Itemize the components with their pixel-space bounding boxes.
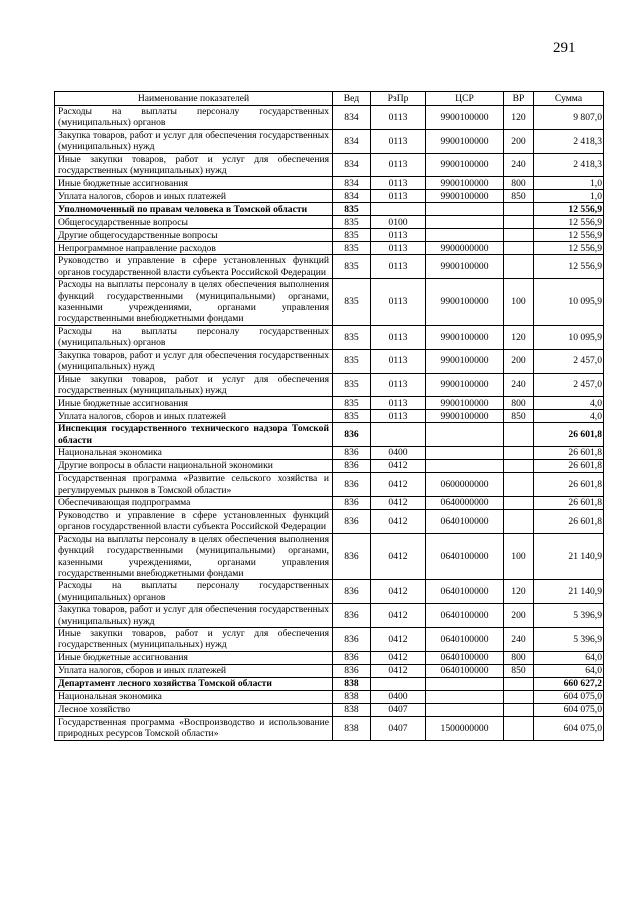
cell-ved: 836 [333,580,371,604]
cell-rzpr: 0113 [371,349,426,373]
table-row [55,349,604,373]
cell-name: Закупка товаров, работ и услуг для обеспечения государственных (муниципальных) нужд [55,349,333,373]
cell-name: Уплата налогов, сборов и иных платежей [55,190,333,203]
cell-name: Расходы на выплаты персоналу в целях обеспечения выполнения функций государственными (муниципальными) органами, казенными учреждениями, органами управления государственными внебюджетными фондами [55,533,333,580]
cell-sum: 1,0 [534,190,604,203]
header-csr: ЦСР [426,92,504,106]
cell-rzpr: 0400 [371,447,426,460]
cell-rzpr: 0113 [371,325,426,349]
cell-rzpr: 0100 [371,216,426,229]
cell-vr: 200 [504,349,534,373]
header-rzpr: РзПр [371,92,426,106]
cell-sum: 2 457,0 [534,349,604,373]
table-row [55,190,604,203]
cell-vr [504,216,534,229]
cell-ved: 838 [333,703,371,716]
cell-csr: 0640100000 [426,509,504,533]
cell-rzpr: 0412 [371,604,426,628]
cell-csr: 9900100000 [426,373,504,397]
cell-vr: 240 [504,373,534,397]
cell-ved: 838 [333,716,371,740]
table-row [55,397,604,410]
cell-vr: 800 [504,651,534,664]
cell-name: Непрограммное направление расходов [55,242,333,255]
cell-csr: 0640100000 [426,651,504,664]
cell-sum: 10 095,9 [534,279,604,326]
cell-name: Государственная программа «Развитие сельского хозяйства и регулируемых рынков в Томской области» [55,473,333,497]
cell-sum: 10 095,9 [534,325,604,349]
cell-name: Национальная экономика [55,690,333,703]
cell-sum: 21 140,9 [534,580,604,604]
table-row [55,325,604,349]
cell-name: Закупка товаров, работ и услуг для обеспечения государственных (муниципальных) нужд [55,129,333,153]
cell-vr [504,447,534,460]
page-number: 291 [553,40,576,56]
cell-csr: 9900100000 [426,129,504,153]
cell-sum: 26 601,8 [534,423,604,447]
cell-name: Расходы на выплаты персоналу в целях обеспечения выполнения функций государственными (муниципальными) органами, казенными учреждениями, органами управления государственными внебюджетными фондами [55,279,333,326]
cell-rzpr: 0113 [371,397,426,410]
cell-csr: 9900100000 [426,325,504,349]
cell-vr [504,509,534,533]
cell-sum: 604 075,0 [534,690,604,703]
cell-sum: 64,0 [534,664,604,677]
cell-vr: 850 [504,410,534,423]
cell-csr [426,423,504,447]
cell-vr [504,423,534,447]
cell-csr: 0640000000 [426,496,504,509]
cell-ved: 835 [333,229,371,242]
cell-sum: 64,0 [534,651,604,664]
cell-name: Государственная программа «Воспроизводство и использование природных ресурсов Томской области» [55,716,333,740]
table-row [55,690,604,703]
cell-name: Национальная экономика [55,447,333,460]
table-row [55,255,604,279]
cell-ved: 835 [333,325,371,349]
cell-rzpr: 0113 [371,229,426,242]
cell-name: Департамент лесного хозяйства Томской области [55,677,333,690]
cell-name: Уплата налогов, сборов и иных платежей [55,410,333,423]
cell-ved: 835 [333,410,371,423]
cell-csr [426,216,504,229]
cell-csr: 9900100000 [426,397,504,410]
cell-rzpr: 0113 [371,242,426,255]
cell-csr [426,677,504,690]
table-row [55,242,604,255]
cell-sum: 2 457,0 [534,373,604,397]
cell-rzpr: 0412 [371,628,426,652]
cell-ved: 834 [333,129,371,153]
table-row [55,716,604,740]
cell-sum: 26 601,8 [534,460,604,473]
cell-vr [504,677,534,690]
table-row [55,203,604,216]
cell-ved: 835 [333,397,371,410]
cell-csr: 9900100000 [426,279,504,326]
cell-name: Другие общегосударственные вопросы [55,229,333,242]
cell-sum: 12 556,9 [534,229,604,242]
cell-vr: 240 [504,153,534,177]
cell-rzpr: 0113 [371,153,426,177]
cell-sum: 12 556,9 [534,203,604,216]
table-row [55,664,604,677]
cell-ved: 836 [333,509,371,533]
cell-rzpr: 0412 [371,496,426,509]
cell-ved: 835 [333,255,371,279]
cell-sum: 21 140,9 [534,533,604,580]
budget-table [54,91,604,741]
cell-sum: 26 601,8 [534,496,604,509]
cell-rzpr: 0113 [371,410,426,423]
cell-ved: 836 [333,423,371,447]
cell-csr [426,703,504,716]
cell-ved: 836 [333,604,371,628]
cell-csr: 0640100000 [426,664,504,677]
cell-name: Иные закупки товаров, работ и услуг для обеспечения государственных (муниципальных) нужд [55,373,333,397]
cell-vr: 200 [504,129,534,153]
table-row [55,460,604,473]
cell-sum: 5 396,9 [534,604,604,628]
table-row [55,473,604,497]
cell-vr [504,703,534,716]
cell-csr: 0640100000 [426,580,504,604]
cell-name: Уплата налогов, сборов и иных платежей [55,664,333,677]
cell-sum: 2 418,3 [534,153,604,177]
cell-name: Уполномоченный по правам человека в Томской области [55,203,333,216]
cell-name: Иные бюджетные ассигнования [55,397,333,410]
cell-csr: 9900100000 [426,349,504,373]
table-row [55,373,604,397]
header-sum: Сумма [534,92,604,106]
cell-sum: 2 418,3 [534,129,604,153]
cell-vr: 850 [504,664,534,677]
cell-rzpr: 0113 [371,190,426,203]
cell-rzpr: 0113 [371,373,426,397]
cell-name: Иные бюджетные ассигнования [55,651,333,664]
cell-sum: 5 396,9 [534,628,604,652]
cell-rzpr: 0412 [371,533,426,580]
table-row [55,229,604,242]
cell-sum: 4,0 [534,410,604,423]
cell-vr [504,716,534,740]
cell-rzpr: 0407 [371,716,426,740]
table-row [55,423,604,447]
header-ved: Вед [333,92,371,106]
cell-ved: 836 [333,447,371,460]
cell-vr [504,473,534,497]
cell-name: Общегосударственные вопросы [55,216,333,229]
table-row [55,677,604,690]
cell-sum: 12 556,9 [534,242,604,255]
cell-sum: 660 627,2 [534,677,604,690]
cell-sum: 12 556,9 [534,255,604,279]
cell-ved: 836 [333,651,371,664]
cell-vr [504,496,534,509]
cell-csr [426,690,504,703]
cell-csr: 9900100000 [426,153,504,177]
cell-csr [426,203,504,216]
table-row [55,410,604,423]
table-row [55,703,604,716]
cell-rzpr [371,423,426,447]
cell-ved: 835 [333,373,371,397]
cell-csr: 9900100000 [426,190,504,203]
cell-ved: 834 [333,106,371,130]
table-row [55,216,604,229]
cell-rzpr: 0412 [371,580,426,604]
cell-vr: 240 [504,628,534,652]
table-row [55,580,604,604]
table-row [55,604,604,628]
cell-csr: 0600000000 [426,473,504,497]
cell-rzpr [371,203,426,216]
cell-rzpr: 0113 [371,279,426,326]
cell-ved: 834 [333,177,371,190]
cell-csr: 0640100000 [426,533,504,580]
cell-ved: 836 [333,533,371,580]
cell-sum: 4,0 [534,397,604,410]
cell-ved: 835 [333,279,371,326]
cell-vr: 200 [504,604,534,628]
cell-name: Расходы на выплаты персоналу государственных (муниципальных) органов [55,325,333,349]
table-row [55,106,604,130]
cell-csr: 0640100000 [426,628,504,652]
cell-vr: 120 [504,325,534,349]
cell-rzpr: 0407 [371,703,426,716]
cell-vr: 800 [504,397,534,410]
cell-ved: 835 [333,349,371,373]
cell-sum: 9 807,0 [534,106,604,130]
cell-csr: 0640100000 [426,604,504,628]
cell-ved: 834 [333,153,371,177]
table-row [55,129,604,153]
cell-rzpr: 0412 [371,460,426,473]
cell-name: Лесное хозяйство [55,703,333,716]
table-row [55,153,604,177]
cell-vr: 850 [504,190,534,203]
cell-vr: 100 [504,279,534,326]
table-row [55,509,604,533]
table-row [55,651,604,664]
cell-rzpr: 0412 [371,509,426,533]
cell-vr: 800 [504,177,534,190]
cell-vr: 120 [504,580,534,604]
cell-name: Иные бюджетные ассигнования [55,177,333,190]
cell-rzpr: 0113 [371,177,426,190]
cell-name: Руководство и управление в сфере установленных функций органов государственной власти субъекта Российской Федерации [55,509,333,533]
cell-ved: 836 [333,473,371,497]
cell-ved: 835 [333,203,371,216]
cell-rzpr: 0113 [371,129,426,153]
table-row [55,177,604,190]
cell-sum: 604 075,0 [534,716,604,740]
cell-name: Другие вопросы в области национальной экономики [55,460,333,473]
header-vr: ВР [504,92,534,106]
cell-rzpr: 0412 [371,664,426,677]
cell-rzpr [371,677,426,690]
cell-rzpr: 0412 [371,651,426,664]
table-row [55,496,604,509]
cell-vr [504,690,534,703]
cell-sum: 12 556,9 [534,216,604,229]
cell-vr [504,203,534,216]
cell-sum: 26 601,8 [534,447,604,460]
cell-name: Руководство и управление в сфере установленных функций органов государственной власти субъекта Российской Федерации [55,255,333,279]
cell-csr [426,460,504,473]
cell-vr [504,255,534,279]
cell-csr: 9900100000 [426,106,504,130]
cell-sum: 1,0 [534,177,604,190]
cell-csr: 9900100000 [426,177,504,190]
cell-ved: 835 [333,242,371,255]
cell-ved: 836 [333,496,371,509]
cell-name: Закупка товаров, работ и услуг для обеспечения государственных (муниципальных) нужд [55,604,333,628]
cell-csr: 9900100000 [426,255,504,279]
cell-csr: 9900000000 [426,242,504,255]
table-header-row [55,92,604,106]
cell-ved: 834 [333,190,371,203]
cell-sum: 604 075,0 [534,703,604,716]
cell-csr: 1500000000 [426,716,504,740]
cell-vr: 120 [504,106,534,130]
cell-name: Иные закупки товаров, работ и услуг для обеспечения государственных (муниципальных) нужд [55,153,333,177]
table-row [55,533,604,580]
cell-sum: 26 601,8 [534,473,604,497]
cell-name: Иные закупки товаров, работ и услуг для обеспечения государственных (муниципальных) нужд [55,628,333,652]
cell-csr [426,447,504,460]
header-name: Наименование показателей [55,92,333,106]
cell-rzpr: 0113 [371,255,426,279]
cell-ved: 836 [333,460,371,473]
cell-vr [504,242,534,255]
cell-csr: 9900100000 [426,410,504,423]
cell-ved: 836 [333,664,371,677]
cell-vr: 100 [504,533,534,580]
cell-rzpr: 0113 [371,106,426,130]
table-row [55,447,604,460]
cell-ved: 835 [333,216,371,229]
table-row [55,628,604,652]
cell-ved: 838 [333,690,371,703]
cell-rzpr: 0412 [371,473,426,497]
cell-sum: 26 601,8 [534,509,604,533]
cell-name: Расходы на выплаты персоналу государственных (муниципальных) органов [55,580,333,604]
cell-vr [504,229,534,242]
cell-name: Инспекция государственного технического надзора Томской области [55,423,333,447]
cell-csr [426,229,504,242]
cell-rzpr: 0400 [371,690,426,703]
cell-ved: 838 [333,677,371,690]
cell-name: Расходы на выплаты персоналу государственных (муниципальных) органов [55,106,333,130]
cell-name: Обеспечивающая подпрограмма [55,496,333,509]
cell-ved: 836 [333,628,371,652]
cell-vr [504,460,534,473]
table-row [55,279,604,326]
